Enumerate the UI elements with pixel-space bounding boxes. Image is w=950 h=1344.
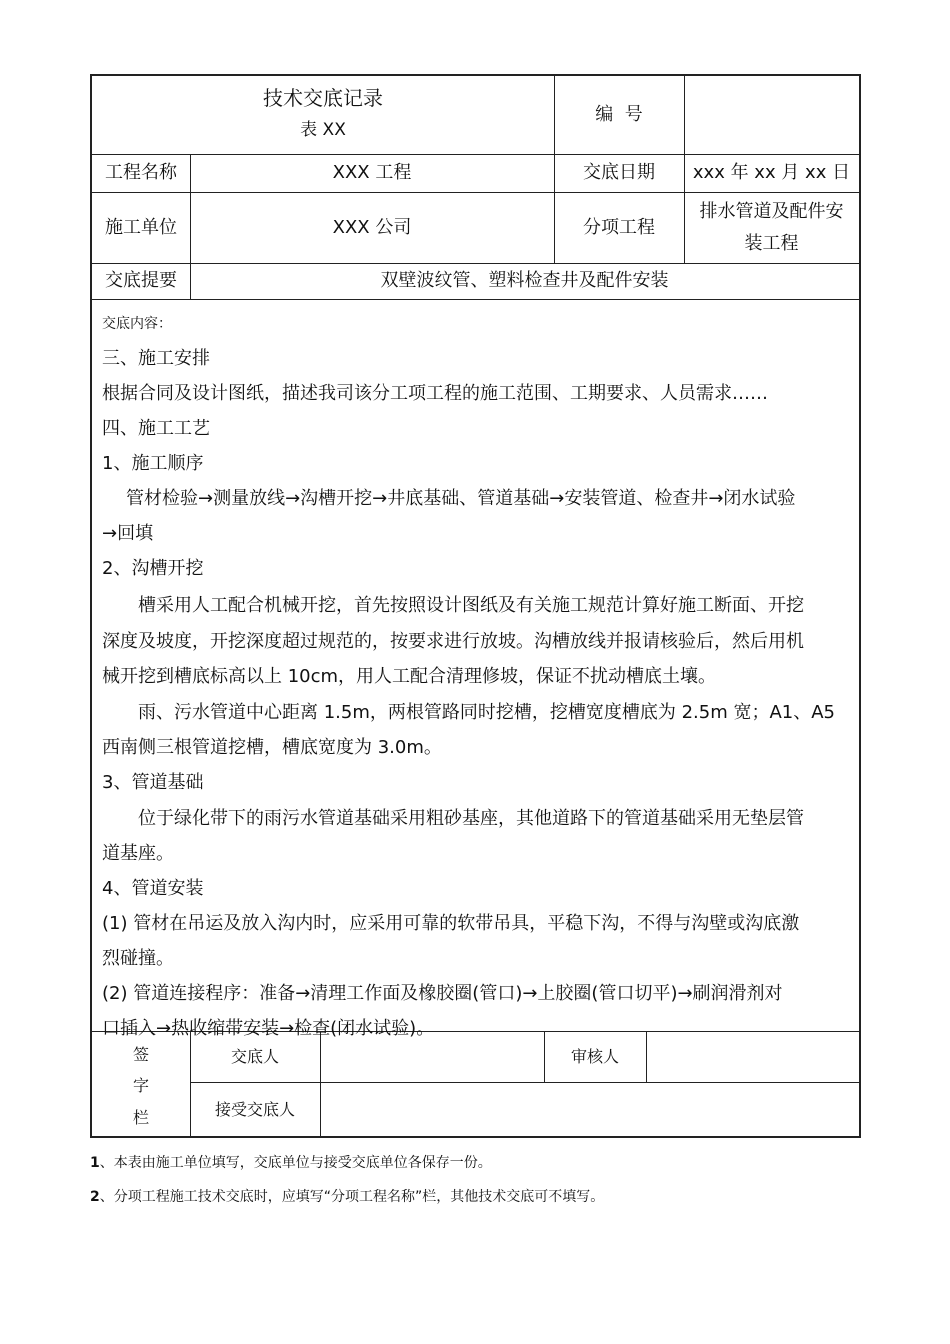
content-paragraph: (1) 管材在吊运及放入沟内时，应采用可靠的软带吊具，平稳下沟，不得与沟壁或沟底激: [102, 913, 800, 934]
content-heading: 四、施工工艺: [102, 418, 210, 439]
unit-label: 施工单位: [105, 216, 177, 238]
content-paragraph: 位于绿化带下的雨污水管道基础采用粗砂基座，其他道路下的管道基础采用无垫层管: [138, 808, 804, 829]
content-paragraph: 西南侧三根管道挖槽，槽底宽度为 3.0m。: [102, 737, 442, 758]
signature-label-char: 字: [132, 1076, 149, 1096]
reviewer-label: 审核人: [570, 1046, 619, 1066]
presenter-signature-field[interactable]: [320, 1031, 544, 1082]
form-subtitle: 表 XX: [300, 120, 346, 140]
project-name-value[interactable]: XXX 工程: [332, 162, 412, 183]
row-divider: [92, 299, 859, 300]
content-paragraph: →回填: [102, 523, 154, 544]
content-paragraph: 口插入→热收缩带安装→检查(闭水试验)。: [102, 1018, 435, 1039]
receiver-signature-field[interactable]: [320, 1082, 859, 1138]
content-paragraph: 道基座。: [102, 843, 174, 864]
signature-label-char: 签: [132, 1045, 149, 1065]
sub-project-value-line: 装工程: [744, 232, 799, 254]
content-paragraph: 烈碰撞。: [102, 948, 174, 969]
footnote: [90, 1186, 604, 1206]
content-paragraph: 深度及坡度，开挖深度超过规范的，按要求进行放坡。沟槽放线并报请核验后，然后用机: [102, 631, 804, 652]
sub-project-label: 分项工程: [583, 216, 655, 238]
content-paragraph: 械开挖到槽底标高以上 10cm，用人工配合清理修坡，保证不扰动槽底土壤。: [102, 666, 717, 687]
signature-label-char: 栏: [132, 1107, 149, 1127]
technical-disclosure-form: [90, 74, 861, 1138]
reviewer-signature-field[interactable]: [646, 1031, 859, 1082]
footnote-text: 、本表由施工单位填写，交底单位与接受交底单位各保存一份。: [99, 1155, 492, 1171]
content-heading: 三、施工安排: [102, 348, 210, 369]
unit-value[interactable]: XXX 公司: [332, 216, 412, 238]
summary-value[interactable]: 双壁波纹管、塑料检查井及配件安装: [380, 270, 669, 291]
content-paragraph: 管材检验→测量放线→沟槽开挖→井底基础、管道基础→安装管道、检查井→闭水试验: [126, 488, 796, 509]
footnote-text: 、分项工程施工技术交底时，应填写“分项工程名称”栏，其他技术交底可不填写。: [99, 1189, 605, 1205]
footnote: [90, 1152, 492, 1172]
receiver-label: 接受交底人: [214, 1100, 295, 1119]
content-paragraph: 槽采用人工配合机械开挖，首先按照设计图纸及有关施工规范计算好施工断面、开挖: [138, 595, 804, 616]
date-label: 交底日期: [583, 162, 655, 183]
number-value[interactable]: [684, 76, 859, 154]
content-paragraph: 根据合同及设计图纸，描述我司该分工项工程的施工范围、工期要求、人员需求……: [102, 383, 768, 404]
footnote-number: 2: [90, 1189, 100, 1205]
content-paragraph: 雨、污水管道中心距离 1.5m，两根管路同时挖槽，挖槽宽度槽底为 2.5m 宽；A1、A5: [138, 702, 836, 723]
date-value[interactable]: xxx 年 xx 月 xx 日: [692, 162, 851, 183]
content-subheading: 3、管道基础: [102, 772, 204, 793]
content-subheading: 1、施工顺序: [102, 453, 204, 474]
content-subheading: 4、管道安装: [102, 878, 204, 899]
sub-project-value[interactable]: [684, 192, 859, 263]
content-subheading: 2、沟槽开挖: [102, 558, 204, 579]
summary-label: 交底提要: [105, 270, 177, 291]
presenter-label: 交底人: [230, 1046, 279, 1066]
sub-project-value-line: 排水管道及配件安: [699, 200, 844, 222]
content-label: 交底内容：: [102, 316, 172, 332]
signature-column-label: [92, 1032, 190, 1138]
project-name-label: 工程名称: [105, 162, 177, 183]
footnote-number: 1: [90, 1155, 100, 1171]
content-paragraph: (2) 管道连接程序：准备→清理工作面及橡胶圈(管口)→上胶圈(管口切平)→刷润滑剂对: [102, 983, 783, 1004]
number-label: 编 号: [595, 104, 643, 125]
form-title: 技术交底记录: [263, 86, 383, 110]
form-header: [92, 76, 554, 154]
